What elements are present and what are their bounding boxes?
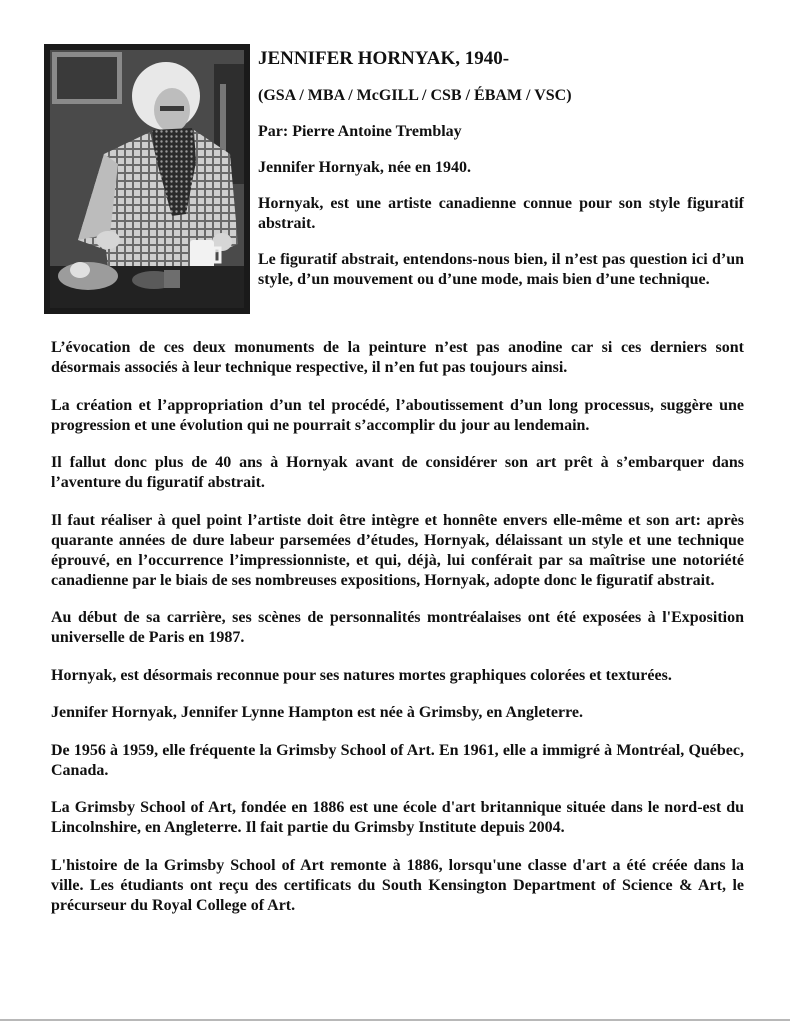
affiliations-line: (GSA / MBA / McGILL / CSB / ÉBAM / VSC): [258, 87, 572, 104]
bottom-rule: [0, 1019, 790, 1021]
body-paragraph: La création et l’appropriation d’un tel procédé, l’aboutissement d’un long processus, suggère une progression et une évolution qui ne pourrait s’accomplir du jour au lendemain.: [51, 396, 744, 434]
document-title: JENNIFER HORNYAK, 1940-: [258, 48, 510, 69]
body-paragraph: Au début de sa carrière, ses scènes de personnalités montréalaises ont été exposées à l'Exposition universelle de Paris en 1987.: [51, 609, 744, 646]
body-text: [51, 338, 744, 933]
birth-line: Jennifer Hornyak, née en 1940.: [258, 159, 472, 176]
author-line: Par: Pierre Antoine Tremblay: [258, 123, 462, 140]
body-paragraph: La Grimsby School of Art, fondée en 1886 est une école d'art britannique située dans le nord-est du Lincolnshire, en Angleterre. Il fait partie du Grimsby Institute depuis 2004.: [51, 799, 744, 836]
artist-photo-image: [44, 44, 250, 314]
figuratif-paragraph: Le figuratif abstrait, entendons-nous bien, il n’est pas question ici d’un style, d’un mouvement ou d’une mode, mais bien d’une technique.: [258, 251, 744, 288]
body-paragraph: Hornyak, est désormais reconnue pour ses natures mortes graphiques colorées et texturées.: [51, 666, 672, 684]
body-paragraph: Jennifer Hornyak, Jennifer Lynne Hampton est née à Grimsby, en Angleterre.: [51, 704, 583, 721]
body-paragraph: Il fallut donc plus de 40 ans à Hornyak avant de considérer son art prêt à s’embarquer dans l’aventure du figuratif abstrait.: [51, 454, 744, 491]
body-paragraph: De 1956 à 1959, elle fréquente la Grimsby School of Art. En 1961, elle a immigré à Montréal, Québec, Canada.: [51, 741, 744, 779]
body-paragraph: Il faut réaliser à quel point l’artiste doit être intègre et honnête envers elle-même et son art: après quarante années de dure labeur parsemées d’études, Hornyak, délaissant un style et une technique éprouvé, en l’occurrence l’impressionniste, et qui, déjà, lui conférait par sa maîtrise une notoriété canadienne par le biais de ses nombreuses expositions, Hornyak, adopte donc le figuratif abstrait.: [51, 511, 744, 589]
body-paragraph: L'histoire de la Grimsby School of Art remonte à 1886, lorsqu'une classe d'art a été créée dans la ville. Les étudiants ont reçu des certificats du South Kensington Department of Science & Art, le précurseur du Royal College of Art.: [51, 856, 744, 914]
header-block: [258, 48, 744, 306]
body-paragraph: L’évocation de ces deux monuments de la peinture n’est pas anodine car si ces derniers sont désormais associés à leur technique respective, il n’en fut pas toujours ainsi.: [51, 339, 744, 376]
artist-photo: [44, 44, 250, 314]
intro-paragraph: Hornyak, est une artiste canadienne connue pour son style figuratif abstrait.: [258, 195, 744, 232]
